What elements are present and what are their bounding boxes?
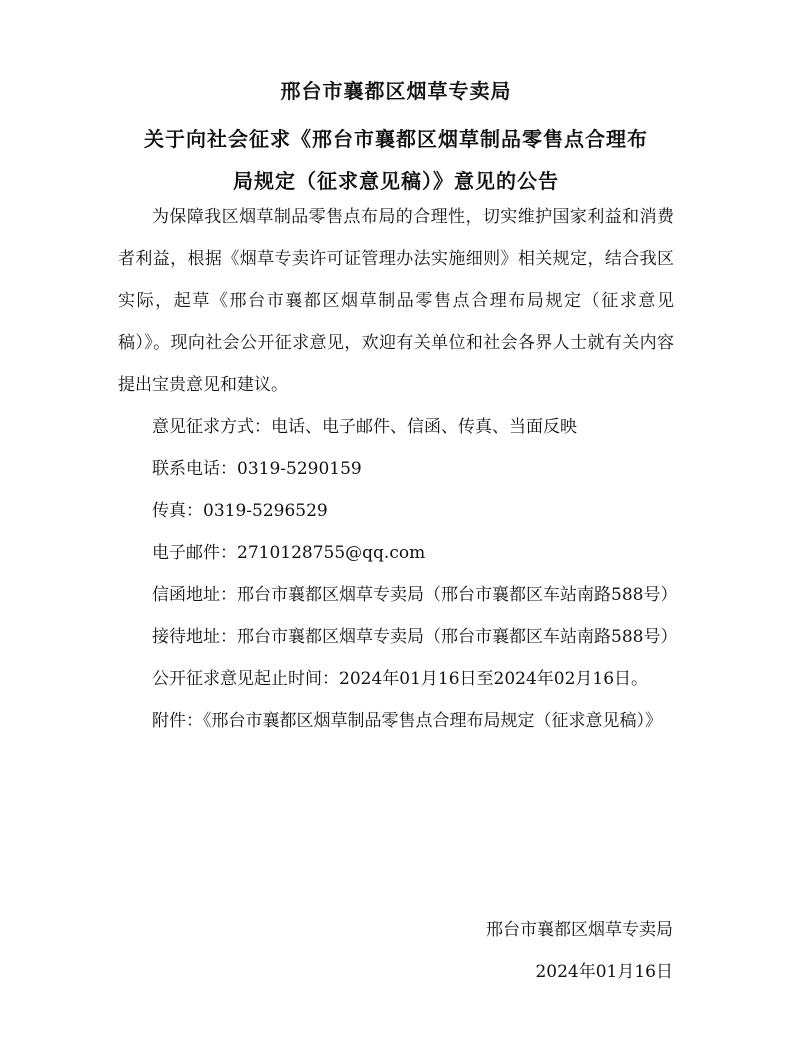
email-line: 电子邮件：2710128755@qq.com xyxy=(152,543,426,563)
document-title-line-1: 关于向社会征求《邢台市襄都区烟草制品零售点合理布 xyxy=(144,127,648,151)
document-title-subject xyxy=(118,118,674,202)
attachment-paragraph: 附件：《邢台市襄都区烟草制品零售点合理布局规定（征求意见稿）》 xyxy=(152,711,662,731)
signature-org: 邢台市襄都区烟草专卖局 xyxy=(486,920,673,940)
document-body xyxy=(118,196,678,742)
document-title-line-2: 局规定（征求意见稿）》意见的公告 xyxy=(233,169,559,193)
methods-line: 意见征求方式：电话、电子邮件、信函、传真、当面反映 xyxy=(152,417,577,437)
phone-line: 联系电话：0319-5290159 xyxy=(152,459,362,479)
intro-paragraph: 为保障我区烟草制品零售点布局的合理性，切实维护国家利益和消费者利益，根据《烟草专卖许可证管理办法实施细则》相关规定，结合我区实际，起草《邢台市襄都区烟草制品零售点合理布局规定（征求意见稿）》。现向社会公开征求意见，欢迎有关单位和社会各界人士就有关内容提出宝贵意见和建议。 xyxy=(118,207,674,395)
fax-line: 传真：0319-5296529 xyxy=(152,501,328,521)
signature-date: 2024年01月16日 xyxy=(535,962,673,982)
reception-address-line: 接待地址：邢台市襄都区烟草专卖局（邢台市襄都区车站南路588号） xyxy=(152,627,678,647)
mail-address-line: 信函地址：邢台市襄都区烟草专卖局（邢台市襄都区车站南路588号） xyxy=(152,585,678,605)
period-paragraph: 公开征求意见起止时间：2024年01月16日至2024年02月16日。 xyxy=(152,669,649,689)
document-title-org: 邢台市襄都区烟草专卖局 xyxy=(280,79,512,103)
